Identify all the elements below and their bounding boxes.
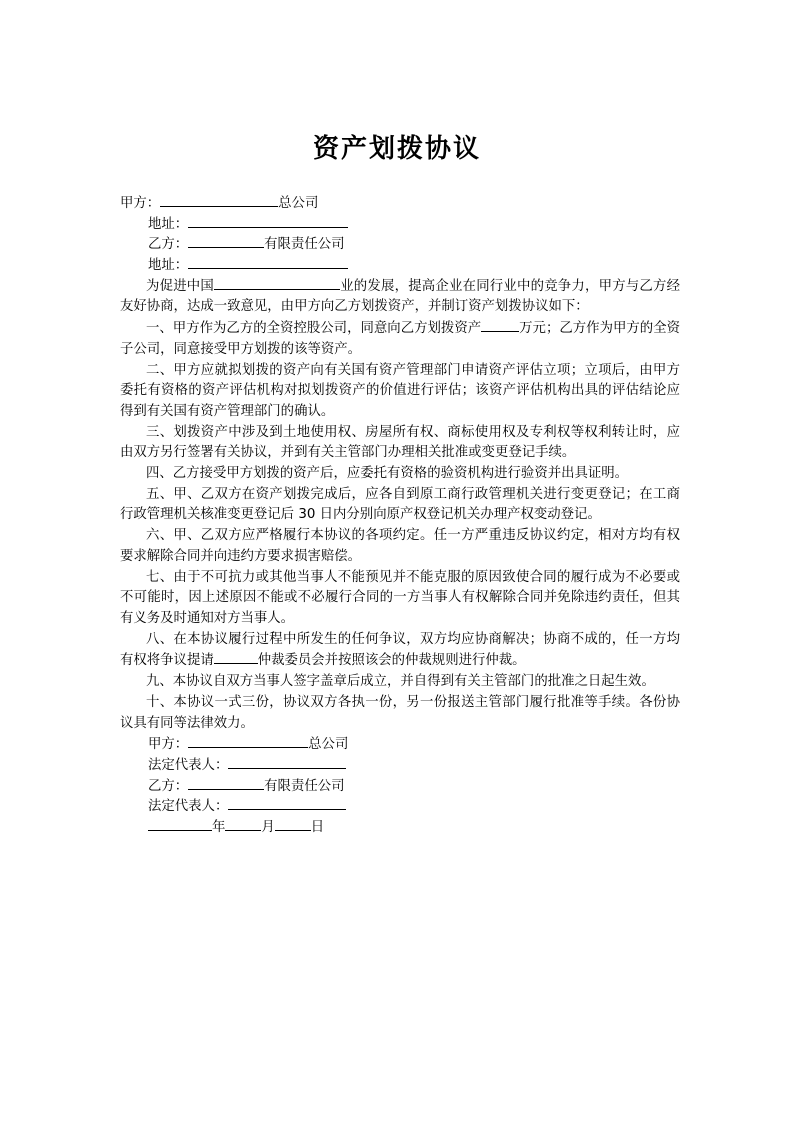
sign-rep-b-line: 法定代表人： [120,796,680,817]
party-a-label: 甲方： [120,196,161,211]
sign-party-b-line: 乙方： 有限责任公司 [120,776,680,797]
party-b-suffix: 有限责任公司 [264,237,345,253]
clause-5: 五、甲、乙双方在资产划拨完成后，应各自到原工商行政管理机关进行变更登记；在工商行政管理机关核准变更登记后 30 日内分别向原产权登记机关办理产权变动登记。 [120,486,680,523]
date-line: 年 月 日 [120,817,680,838]
address-b-blank[interactable] [188,255,348,269]
address-a-blank[interactable] [188,214,348,228]
party-a-suffix: 总公司 [278,196,319,211]
address-b-line [120,255,680,276]
arbitration-blank[interactable] [214,650,258,664]
clause-8: 八、在本协议履行过程中所发生的任何争议，双方均应协商解决；协商不成的，任一方均有权将争议提请 仲裁委员会并按照该会的仲裁规则进行仲裁。 [120,631,680,669]
sign-party-a-line: 甲方： 总公司 [120,734,680,755]
document-title: 资产划拨协议 [312,134,481,164]
clause-2: 二、甲方应就拟划拨的资产向有关国有资产管理部门申请资产评估立项；立项后，由甲方委托有资格的资产评估机构对拟划拨资产的价值进行评估；该资产评估机构出具的评估结论应得到有关国有资产管理部门的确认。 [120,362,680,419]
industry-blank[interactable] [214,276,340,290]
address-a-line [120,214,680,235]
sign-rep-b-blank[interactable] [228,796,346,810]
clause-4: 四、乙方接受甲方划拨的资产后，应委托有资格的验资机构进行验资并出具证明。 [146,466,629,482]
party-a-name-blank[interactable] [160,193,278,207]
party-b-label: 乙方： [148,237,189,253]
address-a-label: 地址： [148,216,189,232]
year-blank[interactable] [148,817,212,831]
preamble-paragraph: 为促进中国 业的发展，提高企业在同行业中的竞争力，甲方与乙方经友好协商，达成一致意见，由甲方向乙方划拨资产，并制订资产划拨协议如下： [120,276,680,318]
clause-9: 九、本协议自双方当事人签字盖章后成立，并自得到有关主管部门的批准之日起生效。 [146,674,655,690]
party-b-line [120,234,680,255]
sign-party-a-blank[interactable] [188,734,308,748]
amount-blank[interactable] [481,318,519,332]
address-b-label: 地址： [148,258,189,274]
clause-1: 一、甲方作为乙方的全资控股公司，同意向乙方划拨资产 万元；乙方作为甲方的全资子公司，同意接受甲方划拨的该等资产。 [120,318,680,360]
clause-3: 三、划拨资产中涉及到土地使用权、房屋所有权、商标使用权及专利权等权利转让时，应由双方另行签署有关协议，并到有关主管部门办理相关批准或变更登记手续。 [120,424,680,461]
document-body [120,193,680,838]
month-blank[interactable] [225,817,261,831]
sign-party-b-blank[interactable] [188,776,264,790]
clause-6: 六、甲、乙双方应严格履行本协议的各项约定。任一方严重违反协议约定，相对方均有权要求解除合同并向违约方要求损害赔偿。 [120,528,680,564]
clause-7: 七、由于不可抗力或其他当事人不能预见并不能克服的原因致使合同的履行成为不必要或不可能时，因上述原因不能或不必履行合同的一方当事人有权解除合同并免除违约责任，但其有义务及时通知对方当事人。 [120,569,680,626]
sign-rep-a-blank[interactable] [228,755,346,769]
day-blank[interactable] [275,817,311,831]
party-a-line [120,193,680,214]
party-b-name-blank[interactable] [188,234,264,248]
clause-10: 十、本协议一式三份，协议双方各执一份，另一份报送主管部门履行批准等手续。各份协议具有同等法律效力。 [120,694,680,731]
sign-rep-a-line: 法定代表人： [120,755,680,776]
